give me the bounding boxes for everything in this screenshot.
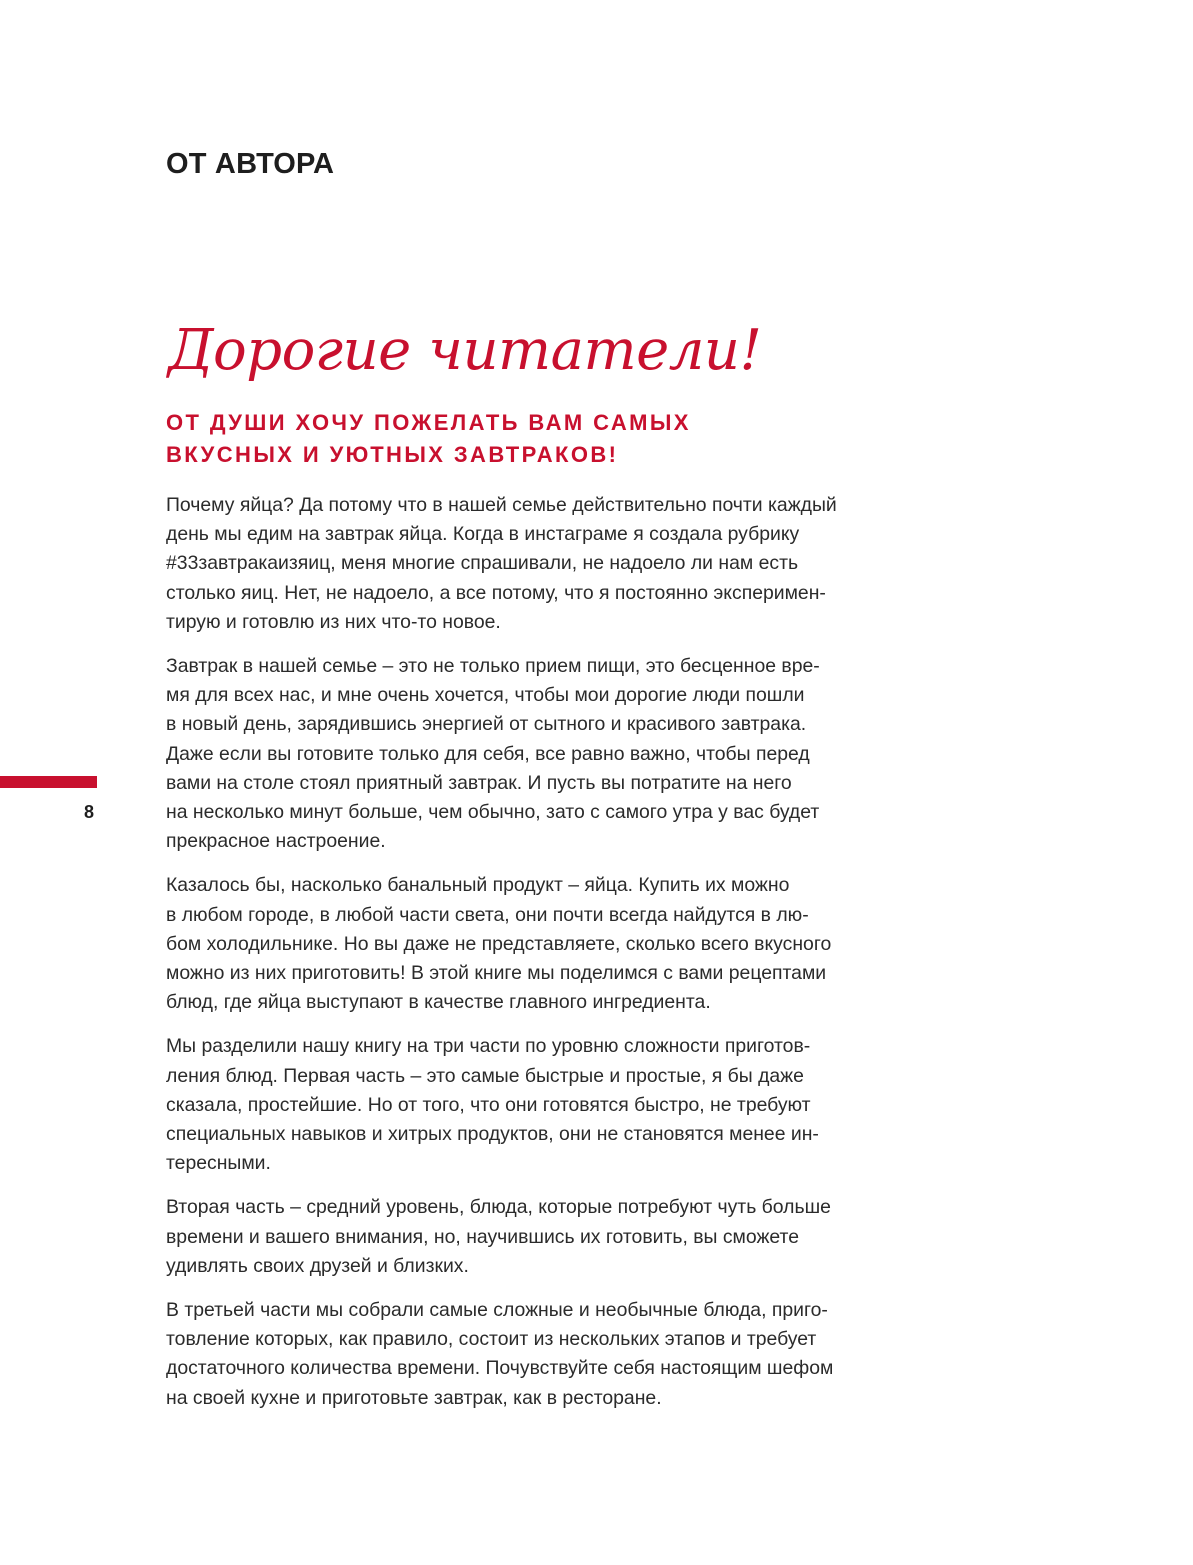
section-title: ОТ АВТОРА: [166, 148, 335, 180]
text-line: на несколько минут больше, чем обычно, зато с самого утра у вас будет: [166, 801, 820, 824]
paragraph-4: [166, 1032, 906, 1178]
text-line: столько яиц. Нет, не надоело, а все потому, что я постоянно эксперимен-: [166, 581, 826, 604]
body-text: [166, 491, 906, 1428]
text-line: времени и вашего внимания, но, научившись их готовить, вы сможете: [166, 1225, 800, 1248]
text-line: на своей кухне и приготовьте завтрак, как в ресторане.: [166, 1386, 662, 1409]
text-line: блюд, где яйца выступают в качестве главного ингредиента.: [166, 991, 711, 1014]
text-line: Вторая часть – средний уровень, блюда, которые потребуют чуть больше: [166, 1196, 831, 1219]
subtitle-line: ОТ ДУШИ ХОЧУ ПОЖЕЛАТЬ ВАМ САМЫХ: [166, 410, 691, 435]
text-line: вами на столе стоял приятный завтрак. И пусть вы потратите на него: [166, 771, 792, 794]
text-line: специальных навыков и хитрых продуктов, они не становятся менее ин-: [166, 1123, 819, 1146]
paragraph-5: [166, 1193, 906, 1281]
text-line: тирую и готовлю из них что-то новое.: [166, 610, 501, 633]
text-line: Мы разделили нашу книгу на три части по уровню сложности приготов-: [166, 1035, 811, 1058]
text-line: товление которых, как правило, состоит из нескольких этапов и требует: [166, 1328, 817, 1351]
text-line: Завтрак в нашей семье – это не только прием пищи, это бесценное вре-: [166, 655, 820, 678]
text-line: Почему яйца? Да потому что в нашей семье действительно почти каждый: [166, 494, 837, 516]
text-line: #33завтракаизяиц, меня многие спрашивали, не надоело ли нам есть: [166, 552, 799, 575]
text-line: В третьей части мы собрали самые сложные и необычные блюда, приго-: [166, 1299, 828, 1322]
text-line: Казалось бы, насколько банальный продукт – яйца. Купить их можно: [166, 874, 790, 897]
text-line: достаточного количества времени. Почувствуйте себя настоящим шефом: [166, 1357, 834, 1380]
paragraph-1: [166, 491, 906, 637]
paragraph-3: [166, 871, 906, 1017]
text-line: в любом городе, в любой части света, они почти всегда найдутся в лю-: [166, 903, 809, 926]
text-line: мя для всех нас, и мне очень хочется, чтобы мои дорогие люди пошли: [166, 684, 805, 707]
page-number: 8: [84, 802, 95, 822]
text-line: Даже если вы готовите только для себя, все равно важно, чтобы перед: [166, 742, 810, 765]
text-line: день мы едим на завтрак яйца. Когда в инстаграме я создала рубрику: [166, 523, 800, 546]
text-line: бом холодильнике. Но вы даже не представляете, сколько всего вкусного: [166, 932, 832, 955]
subtitle: [166, 407, 866, 471]
text-line: можно из них приготовить! В этой книге мы поделимся с вами рецептами: [166, 962, 827, 985]
subtitle-line: ВКУСНЫХ И УЮТНЫХ ЗАВТРАКОВ!: [166, 442, 619, 467]
paragraph-6: [166, 1296, 906, 1413]
paragraph-2: [166, 652, 906, 856]
page-marker-bar: [0, 776, 97, 788]
text-line: тересными.: [166, 1152, 271, 1175]
text-line: прекрасное настроение.: [166, 830, 386, 853]
text-line: удивлять своих друзей и близких.: [166, 1254, 469, 1277]
text-line: в новый день, зарядившись энергией от сытного и красивого завтрака.: [166, 713, 807, 736]
greeting-script-heading: Дорогие читатели!: [168, 318, 762, 383]
text-line: ления блюд. Первая часть – это самые быстрые и простые, я бы даже: [166, 1064, 804, 1087]
text-line: сказала, простейшие. Но от того, что они готовятся быстро, не требуют: [166, 1093, 811, 1116]
